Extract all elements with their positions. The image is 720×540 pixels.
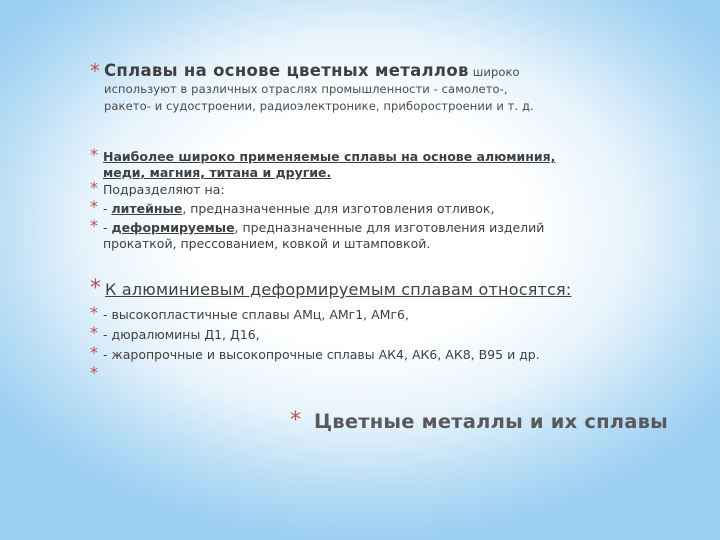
item-4-rest: , предназначенные для изготовления изделий: [234, 220, 545, 235]
bullet-star-icon: *: [90, 363, 98, 382]
list-line-1: - высокопластичные сплавы АМц, АМг1, АМг6,: [103, 307, 409, 322]
subheading: [90, 276, 690, 301]
intro-text-line2: используют в различных отраслях промышленности - самолето-,: [104, 82, 508, 96]
item-3-rest: , предназначенные для изготовления отливок,: [182, 201, 495, 216]
list-item: [90, 216, 670, 252]
intro-heading: Сплавы на основе цветных металлов: [104, 61, 469, 80]
item-2-text: Подразделяют на:: [103, 182, 225, 197]
item-3-term: литейные: [111, 201, 183, 216]
subheading-text: К алюминиевым деформируемым сплавам относятся:: [105, 280, 572, 299]
title-star-icon: *: [290, 408, 301, 433]
item-3-prefix: -: [103, 201, 112, 216]
bullet-star-icon: *: [90, 323, 98, 342]
list-line-2: - дюралюмины Д1, Д16,: [103, 327, 260, 342]
item-1-line2: меди, магния, титана и другие.: [103, 165, 332, 180]
bullet-star-icon: *: [90, 276, 101, 301]
slide-title: [290, 410, 710, 433]
item-1-line1: Наиболее широко применяемые сплавы на основе алюминия,: [103, 149, 556, 164]
list-item: [90, 197, 670, 217]
list-item: [90, 323, 670, 343]
slide-title-text: Цветные металлы и их сплавы: [314, 410, 669, 433]
bullet-star-icon: *: [90, 178, 98, 197]
list-line-3: - жаропрочные и высокопрочные сплавы АК4, АК6, АК8, В95 и др.: [103, 347, 540, 362]
bullet-star-icon: *: [90, 197, 98, 216]
list-item: [90, 145, 670, 181]
bullet-star-icon: *: [90, 303, 98, 322]
bullet-star-icon: *: [90, 145, 98, 164]
intro-text-line3: ракето- и судостроении, радиоэлектронике, приборостроении и т. д.: [104, 99, 534, 113]
list-item: [90, 343, 670, 363]
bullet-star-icon: *: [90, 59, 101, 83]
item-4-prefix: -: [103, 220, 112, 235]
list-item: [90, 303, 670, 323]
bullet-star-icon: *: [90, 216, 98, 235]
bullet-star-icon: *: [90, 343, 98, 362]
item-4-term: деформируемые: [111, 220, 235, 235]
intro-paragraph: [90, 59, 670, 115]
list-item: [90, 178, 670, 198]
intro-text-line1: широко: [472, 65, 520, 79]
item-4-line2: прокаткой, прессованием, ковкой и штамповкой.: [103, 236, 431, 251]
